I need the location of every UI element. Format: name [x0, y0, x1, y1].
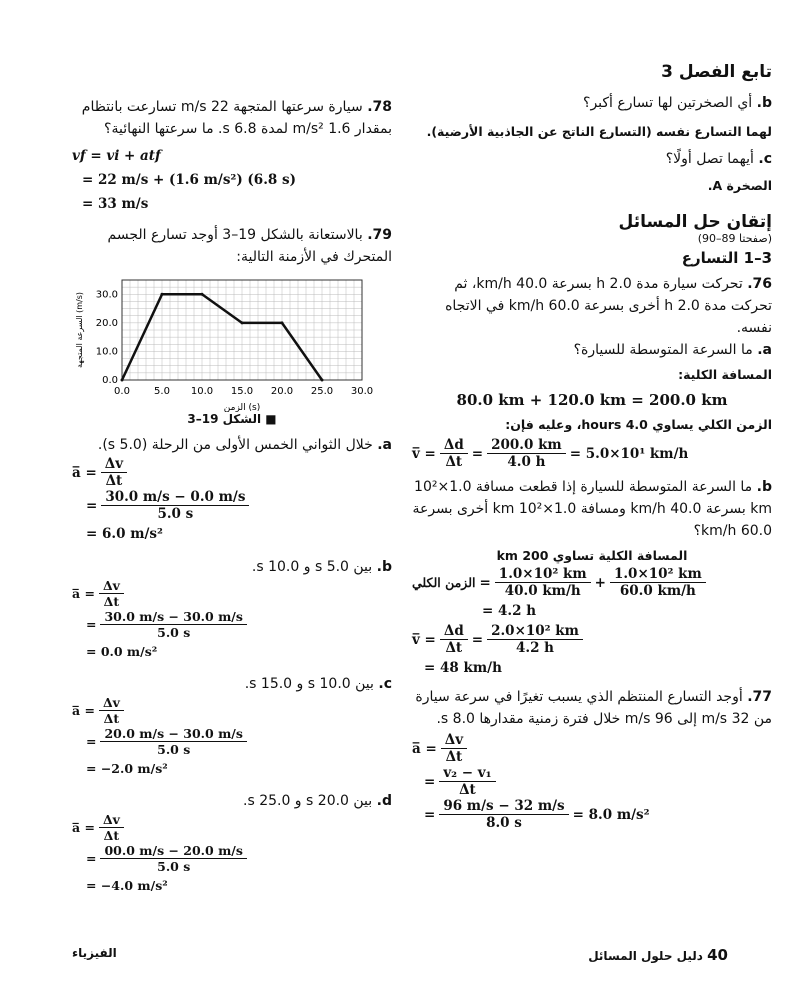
question-b: b. أي الصخرتين لها تسارع أكبر؟ [583, 95, 772, 111]
left-column [72, 96, 392, 893]
question-79b: b. بين 5.0 s و 10.0 s. [251, 559, 392, 575]
footer-left: الفيزياء [72, 946, 117, 960]
answer-77: a̅ = $\frac{\Delta v}{\Delta t}$ = $\frac{\text{v₂ − v₁}}{\Delta t}$ = $\frac{96 m/s - 32 m/s}{8.0 s}$ = 8.0 m/s² [412, 732, 650, 831]
distance-equation: 80.0 km + 120.0 km = 200.0 km [456, 391, 728, 409]
answer-c: الصخرة A. [707, 178, 772, 193]
x-tick-label: 10.0 [190, 386, 214, 397]
figure-caption: ■ الشكل 19–3 [187, 412, 277, 426]
question-77: 77. أوجد التسارع المنتظم الذي يسبب تغيرًا في سرعة سيارة من 32 m/s إلى 96 m/s خلال فترة زمنية مقدارها 8.0 s. [415, 689, 772, 727]
section-title: 3–1 التسارع [681, 249, 772, 267]
x-tick-label: 15.0 [230, 386, 254, 397]
y-tick-label: 10.0 [95, 346, 118, 358]
total-time-label: الزمن الكلي يساوي 4.0 hours، وعليه فإن: [505, 417, 772, 432]
avg-velocity-equation: v̅ = $\frac{\Delta d}{\Delta t}$ = $\frac{200.0 km}{4.0 h}$ = 5.0×10¹ km/h [412, 437, 689, 470]
data-point [241, 321, 244, 324]
mastery-pages: (صفحتا 89–90) [697, 232, 772, 245]
total-time-equation: الزمن الكلي = $\frac{\text{1.0×10² km}}{40.0 km/h}$ + $\frac{\text{1.0×10² km}}{60.0 km/h}$ [412, 566, 772, 599]
question-79: 79. بالاستعانة بالشكل 19–3 أوجد تسارع الجسم المتحرك في الأزمنة التالية: [107, 227, 392, 265]
figure-3-19 [72, 272, 392, 412]
chapter-header: تابع الفصل 3 [661, 62, 772, 82]
answer-79a: a̅ = $\frac{\Delta v}{\Delta t}$ = $\frac{30.0 m/s - 0.0 m/s}{5.0 s}$ = 6.0 m/s² [72, 456, 392, 542]
page-number: 40 [707, 946, 728, 964]
x-tick-label: 5.0 [154, 386, 170, 397]
y-tick-label: 20.0 [95, 317, 118, 329]
question-79c: c. بين 10.0 s و 15.0 s. [244, 676, 392, 692]
answer-79d: a̅ = $\frac{\Delta v}{\Delta t}$ = $\frac{00.0 m/s - 20.0 m/s}{5.0 s}$ = −4.0 m/s² [72, 812, 392, 893]
question-76b: b. ما السرعة المتوسطة للسيارة إذا قطعت مسافة 1.0×10² km بسرعة 40.0 km/h ومسافة 1.0×10² km أخرى بسرعة 60.0 km/h؟ [412, 479, 772, 539]
y-tick-label: 30.0 [95, 289, 118, 301]
y-tick-label: 0.0 [102, 375, 118, 386]
x-axis-label: الزمن (s) [223, 403, 261, 412]
data-point [281, 321, 284, 324]
x-tick-label: 30.0 [350, 386, 374, 397]
x-tick-label: 20.0 [270, 386, 294, 397]
data-point [201, 293, 204, 296]
question-76: 76. تحركت سيارة مدة 2.0 h بسرعة 40.0 km/h، ثم تحركت مدة 2.0 h أخرى بسرعة 60.0 km/h في الاتجاه نفسه. [445, 276, 772, 336]
total-distance-label: المسافة الكلية: [678, 367, 772, 382]
answer-79b: a̅ = $\frac{\Delta v}{\Delta t}$ = $\frac{30.0 m/s - 30.0 m/s}{5.0 s}$ = 0.0 m/s² [72, 578, 392, 659]
right-column [412, 62, 772, 831]
footer-right [588, 946, 728, 964]
distance-200-label: المسافة الكلية تساوي 200 km [496, 548, 688, 563]
x-tick-label: 25.0 [310, 386, 334, 397]
answer-b: لهما التسارع نفسه (التسارع الناتج عن الجاذبية الأرضية). [426, 124, 772, 139]
mastery-title: إتقان حل المسائل [618, 212, 772, 232]
book-title: دليل حلول المسائل [588, 949, 703, 963]
total-time-result: = 4.2 h [482, 603, 537, 619]
question-c: c. أيهما تصل أولًا؟ [665, 151, 772, 167]
question-78: 78. سيارة سرعتها المتجهة 22 m/s تسارعت بانتظام بمقدار 1.6 m/s² لمدة 6.8 s. ما سرعتها النهائية؟ [81, 99, 392, 137]
data-point [321, 379, 324, 382]
data-point [161, 293, 164, 296]
avg-velocity-result: = 48 km/h [424, 660, 502, 676]
answer-79c: a̅ = $\frac{\Delta v}{\Delta t}$ = $\frac{20.0 m/s - 30.0 m/s}{5.0 s}$ = −2.0 m/s² [72, 695, 392, 776]
question-79d: d. بين 20.0 s و 25.0 s. [242, 793, 392, 809]
y-axis-label: السرعة المتجهة (m/s) [75, 291, 84, 369]
question-79a: a. خلال الثواني الخمس الأولى من الرحلة (5.0 s). [97, 437, 392, 453]
avg-velocity-equation-2: v̅ = $\frac{\Delta d}{\Delta t}$ = $\frac{\text{2.0×10² km}}{4.2 h}$ [412, 623, 772, 656]
data-point [121, 379, 124, 382]
velocity-time-chart [72, 272, 392, 412]
question-76a: a. ما السرعة المتوسطة للسيارة؟ [573, 342, 772, 358]
x-tick-label: 0.0 [114, 386, 130, 397]
answer-78: vf = vi + atf = 22 m/s + (1.6 m/s²) (6.8 s) = 33 m/s [72, 148, 296, 212]
